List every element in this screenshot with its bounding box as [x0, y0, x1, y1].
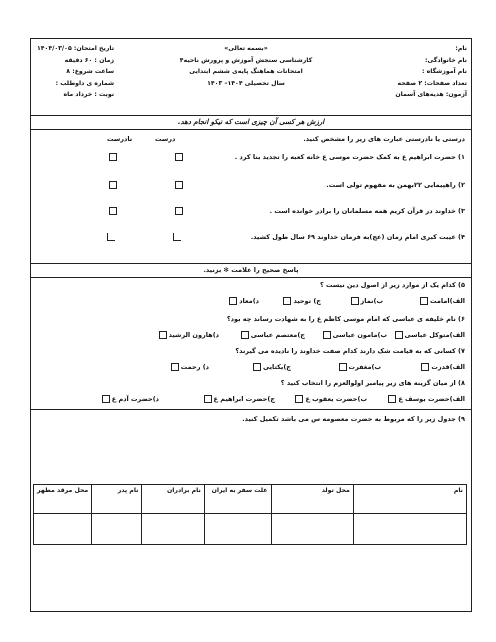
q9-col-name: نام [353, 485, 466, 514]
mcq-5-option-b-label: ب)نماز [360, 297, 383, 305]
mcq-6-question: ۶) نام خلیفه ی عباسی که امام موسی کاظم ع را به شهادت رساند چه بود؟ [226, 315, 465, 323]
mcq-6-option-b-checkbox[interactable] [323, 331, 331, 339]
mcq-8-option-b-checkbox[interactable] [295, 395, 303, 403]
tf-item-1: ۱) حضرت ابراهیم ع به کمک حضرت موسی ع خانه کعبه را تجدید بنا کرد . [234, 153, 465, 161]
header-school-label: نام آموزشگاه : [421, 68, 467, 75]
mcq-8-option-c-checkbox[interactable] [204, 395, 212, 403]
q9-table [33, 484, 467, 545]
q9-col-brothers: نام برادران [142, 485, 204, 514]
mcq-7-option-a[interactable] [419, 363, 465, 371]
mcq-7-option-d-label: د) رحمت [180, 363, 209, 371]
header-school-year: سال تحصیلی ۱۴۰۴– ۱۴۰۳ [207, 79, 285, 87]
table-row [34, 514, 467, 545]
mcq-6-option-a-checkbox[interactable] [395, 331, 403, 339]
header-subject: آزمون: هدیه‌های آسمان [395, 91, 467, 98]
mcq-5-option-a-label: الف)امامت [430, 297, 465, 305]
mcq-8-option-c[interactable] [202, 395, 275, 403]
header-basmala: «بسمه تعالی» [224, 45, 268, 52]
header-exam-title: امتحانات هماهنگ پایه‌ی ششم ابتدایی [189, 68, 303, 75]
mcq-5-option-a-checkbox[interactable] [420, 297, 428, 305]
q9-cell-name[interactable] [353, 514, 466, 545]
mcq-7-option-d[interactable] [169, 363, 209, 371]
mcq-5-option-d-label: د)معاد [239, 297, 259, 305]
true-column-label: درست [155, 135, 176, 143]
mcq-6-option-b-label: ب)مامون عباسی [332, 331, 387, 339]
mcq-8-option-b[interactable] [293, 395, 367, 403]
mcq-6-option-d-checkbox[interactable] [159, 331, 167, 339]
mcq-8-option-a[interactable] [386, 395, 465, 403]
tf-1-false-checkbox[interactable] [109, 153, 117, 161]
header-student-info [395, 43, 467, 101]
mcq-7-question: ۷) کسانی که به قیامت شک دارند کدام صفت خداوند را نادیده می گیرند؟ [235, 347, 465, 355]
q9-col-shrine: محل مرقد مطهر [34, 485, 92, 514]
q9-cell-travel-reason[interactable] [204, 514, 271, 545]
q9-col-birthplace: محل تولد [271, 485, 353, 514]
tf-item-3: ۳) خداوند در قرآن کریم همه مسلمانان را برادر خوانده است . [269, 207, 465, 215]
tf-3-false-checkbox[interactable] [109, 207, 117, 215]
mcq-6-option-d-label: د)هارون الرشید [168, 331, 219, 339]
header-term: نوبت : خرداد ماه [63, 91, 115, 98]
tf-1-true-checkbox[interactable] [175, 153, 183, 161]
q9-cell-brothers[interactable] [142, 514, 204, 545]
mcq-8-question: ۸) از میان گزینه های زیر پیامبر اولوالعزم را انتخاب کنید ؟ [280, 379, 465, 387]
true-false-section [31, 129, 471, 264]
tf-item-4: ۴) غیبت کبری امام زمان (عج)به فرمان خداوند ۶۹ سال طول کشید. [250, 233, 465, 241]
mcq-8-option-c-label: ج)حضرت ابراهیم ع [213, 395, 275, 403]
mcq-5-option-c[interactable] [281, 297, 321, 305]
mcq-7-option-b-label: ب)مغفرت [348, 363, 381, 371]
q9-cell-father[interactable] [92, 514, 142, 545]
header-pages-count: تعداد صفحات: ۲ صفحه [397, 79, 467, 87]
true-false-title: درستی یا نادرستی عبارت های زیر را مشخص کنید. [303, 135, 465, 143]
mcq-7-option-c-checkbox[interactable] [253, 363, 261, 371]
tf-2-false-checkbox[interactable] [109, 181, 117, 189]
mcq-8-option-d[interactable] [100, 395, 159, 403]
mcq-7-option-c-label: ج)یکتایی [263, 363, 291, 371]
mcq-6-option-d[interactable] [157, 331, 219, 339]
header-exam-date: تاریخ امتحان: ۱۴۰۴/۰۳/۰۵ [37, 45, 115, 52]
header-office: کارشناسی سنجش آموزش و پرورش ناحیه۴ [179, 56, 313, 64]
false-column-label: نادرست [107, 135, 133, 143]
header-exam-details [37, 43, 114, 101]
mcq-6-option-c[interactable] [239, 331, 305, 339]
header-family-label: نام خانوادگی: [425, 56, 467, 64]
mcq-6-option-a-label: الف)متوکل عباسی [404, 331, 465, 339]
q9-instruction: ۹) جدول زیر را که مربوط به حضرت معصومه س می باشد تکمیل کنید. [242, 415, 465, 423]
mcq-5-option-c-label: ج) توحید [293, 297, 321, 305]
multiple-choice-section [31, 277, 471, 410]
header-name-label: نام: [455, 45, 467, 52]
mcq-5-question: ۵) کدام یک از موارد زیر از اصول دین نیست ؟ [320, 281, 465, 289]
exam-header [31, 39, 471, 116]
mcq-7-option-a-checkbox[interactable] [421, 363, 429, 371]
header-duration: زمان : ۶۰ دقیقه [64, 56, 115, 64]
tf-4-true-checkbox[interactable] [173, 233, 181, 241]
mcq-5-option-d[interactable] [227, 297, 259, 305]
mcq-5-option-c-checkbox[interactable] [283, 297, 291, 305]
mcq-5-option-d-checkbox[interactable] [229, 297, 237, 305]
mcq-6-option-c-checkbox[interactable] [241, 331, 249, 339]
header-candidate-number: شماره ی داوطلب : [55, 79, 115, 87]
tf-4-false-checkbox[interactable] [107, 233, 115, 241]
mcq-5-option-a[interactable] [418, 297, 465, 305]
mcq-8-option-a-label: الف)حضرت یوسف ع [398, 395, 465, 403]
mcq-7-option-c[interactable] [251, 363, 291, 371]
header-start-time: ساعت شروع: ۸ [66, 68, 115, 75]
mcq-7-option-b-checkbox[interactable] [339, 363, 347, 371]
tf-2-true-checkbox[interactable] [175, 181, 183, 189]
mcq-6-option-c-label: ج)معتصم عباسی [250, 331, 305, 339]
mcq-8-option-b-label: ب)حضرت یعقوب ع [305, 395, 367, 403]
q9-col-travel-reason: علت سفر به ایران [204, 485, 271, 514]
mcq-7-option-d-checkbox[interactable] [171, 363, 179, 371]
mcq-7-option-a-label: الف)قدرت [431, 363, 465, 371]
multiple-choice-title: پاسخ صحیح را علامت ✻ بزنید. [31, 263, 471, 278]
mcq-6-option-a[interactable] [393, 331, 465, 339]
tf-3-true-checkbox[interactable] [175, 207, 183, 215]
mcq-7-option-b[interactable] [337, 363, 381, 371]
tf-item-2: ۲) راهپیمایی ۲۲بهمن به مفهوم تولی است. [326, 181, 465, 189]
mcq-5-option-b[interactable] [349, 297, 383, 305]
q9-cell-birthplace[interactable] [271, 514, 353, 545]
mcq-6-option-b[interactable] [321, 331, 387, 339]
mcq-8-option-d-label: د)حضرت آدم ع [111, 395, 159, 403]
mcq-5-option-b-checkbox[interactable] [351, 297, 359, 305]
mcq-8-option-d-checkbox[interactable] [102, 395, 110, 403]
mcq-8-option-a-checkbox[interactable] [388, 395, 396, 403]
exam-sheet [30, 38, 472, 612]
q9-col-father: نام پدر [92, 485, 142, 514]
motto-banner: ارزش هر کسی آن چیزی است که نیکو انجام دهد. [31, 115, 471, 130]
header-exam-info [171, 43, 321, 89]
q9-cell-shrine[interactable] [34, 514, 92, 545]
q9-table-header-row [34, 485, 467, 514]
